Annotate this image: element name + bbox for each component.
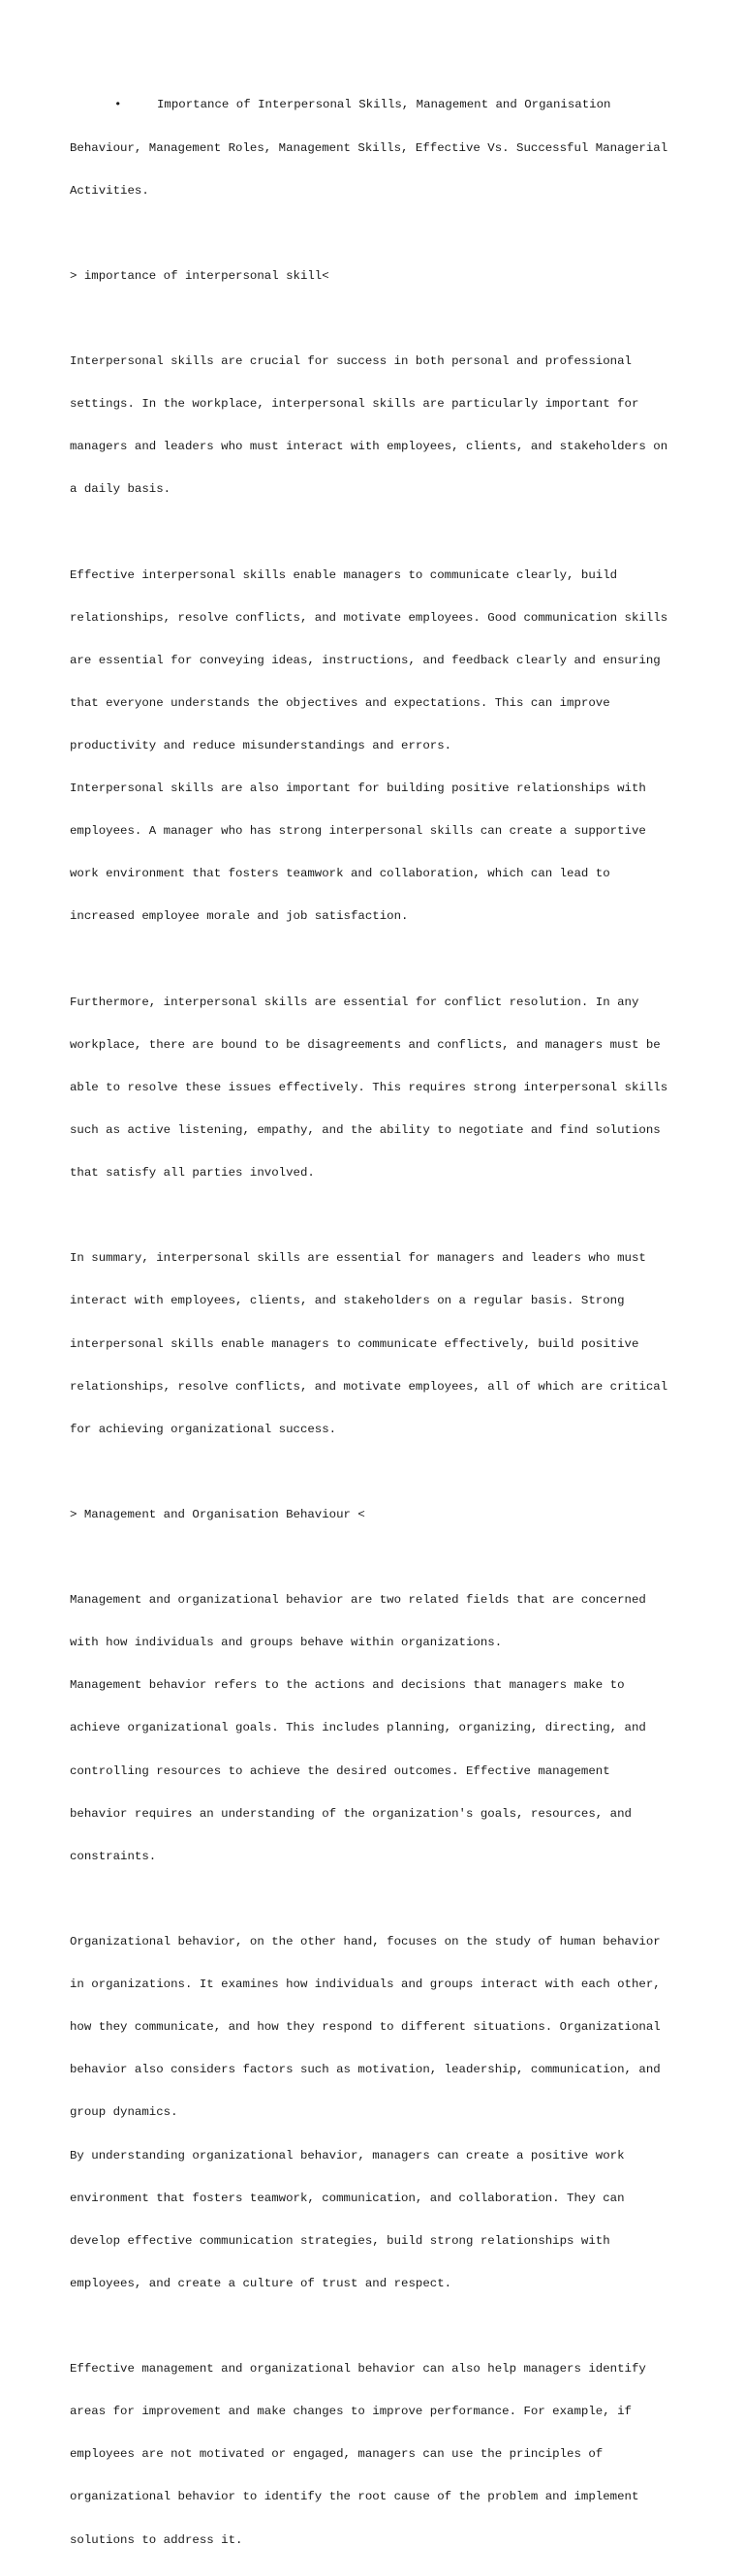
heading-line-1 <box>70 98 682 112</box>
paragraph-line: interact with employees, clients, and stakeholders on a regular basis. Strong <box>70 1294 625 1308</box>
paragraph-line: productivity and reduce misunderstandings and errors. <box>70 739 452 752</box>
paragraph-line: organizational behavior to identify the root cause of the problem and implement <box>70 2490 639 2504</box>
paragraph-line: work environment that fosters teamwork and collaboration, which can lead to <box>70 867 610 881</box>
paragraph-line: with how individuals and groups behave within organizations. <box>70 1636 503 1650</box>
paragraph-line: Interpersonal skills are crucial for success in both personal and professional <box>70 354 632 369</box>
paragraph-4 <box>70 1223 682 1465</box>
paragraph-7 <box>70 2334 682 2576</box>
paragraph-1 <box>70 326 682 526</box>
paragraph-2 <box>70 539 682 952</box>
paragraph-line: areas for improvement and make changes to improve performance. For example, if <box>70 2405 632 2419</box>
paragraph-3 <box>70 966 682 1209</box>
paragraph-line: Effective management and organizational behavior can also help managers identify <box>70 2362 646 2377</box>
bullet-icon: • <box>114 98 122 112</box>
document-heading <box>70 70 682 227</box>
paragraph-line: that everyone understands the objectives and expectations. This can improve <box>70 695 610 710</box>
paragraph-line: environment that fosters teamwork, communication, and collaboration. They can <box>70 2191 625 2205</box>
paragraph-line: behavior also considers factors such as motivation, leadership, communication, and <box>70 2063 661 2077</box>
paragraph-line: Management and organizational behavior are two related fields that are concerned <box>70 1593 646 1608</box>
paragraph-line: employees are not motivated or engaged, managers can use the principles of <box>70 2447 604 2462</box>
paragraph-line: Interpersonal skills are also important for building positive relationships with <box>70 782 646 796</box>
paragraph-line: for achieving organizational success. <box>70 1422 337 1436</box>
paragraph-line: in organizations. It examines how individuals and groups interact with each other, <box>70 1978 661 1992</box>
paragraph-line: achieve organizational goals. This includes planning, organizing, directing, and <box>70 1721 646 1735</box>
paragraph-line: behavior requires an understanding of the organization's goals, resources, and <box>70 1806 632 1821</box>
paragraph-5 <box>70 1565 682 1892</box>
paragraph-line: able to resolve these issues effectively. This requires strong interpersonal skills <box>70 1080 668 1094</box>
paragraph-line: develop effective communication strategies, build strong relationships with <box>70 2233 610 2248</box>
paragraph-line: Management behavior refers to the actions and decisions that managers make to <box>70 1678 625 1693</box>
paragraph-line: are essential for conveying ideas, instructions, and feedback clearly and ensuring <box>70 653 661 667</box>
paragraph-line: managers and leaders who must interact with employees, clients, and stakeholders on <box>70 440 668 454</box>
paragraph-6 <box>70 1907 682 2319</box>
paragraph-line: group dynamics. <box>70 2105 178 2120</box>
section-title-text: > importance of interpersonal skill< <box>70 268 329 283</box>
paragraph-line: a daily basis. <box>70 482 171 497</box>
paragraph-line: such as active listening, empathy, and the ability to negotiate and find solutions <box>70 1122 661 1137</box>
heading-line-3: Activities. <box>70 183 149 198</box>
section-title-text: > Management and Organisation Behaviour < <box>70 1507 365 1521</box>
paragraph-line: By understanding organizational behavior, managers can create a positive work <box>70 2148 625 2162</box>
paragraph-line: relationships, resolve conflicts, and motivate employees. Good communication skills <box>70 610 668 625</box>
paragraph-line: that satisfy all parties involved. <box>70 1166 315 1181</box>
paragraph-line: solutions to address it. <box>70 2532 243 2547</box>
paragraph-line: Organizational behavior, on the other hand, focuses on the study of human behavior <box>70 1934 661 1948</box>
paragraph-line: how they communicate, and how they respond to different situations. Organizational <box>70 2020 661 2035</box>
paragraph-line: interpersonal skills enable managers to communicate effectively, build positive <box>70 1336 639 1351</box>
paragraph-line: workplace, there are bound to be disagreements and conflicts, and managers must be <box>70 1037 661 1052</box>
paragraph-line: increased employee morale and job satisfaction. <box>70 909 409 924</box>
paragraph-line: constraints. <box>70 1849 157 1863</box>
paragraph-line: settings. In the workplace, interpersonal skills are particularly important for <box>70 397 639 412</box>
paragraph-line: controlling resources to achieve the desired outcomes. Effective management <box>70 1763 610 1778</box>
paragraph-line: Furthermore, interpersonal skills are essential for conflict resolution. In any <box>70 995 639 1009</box>
paragraph-line: employees, and create a culture of trust and respect. <box>70 2276 452 2290</box>
paragraph-line: In summary, interpersonal skills are essential for managers and leaders who must <box>70 1251 646 1266</box>
section-title-management <box>70 1480 682 1551</box>
section-title-interpersonal <box>70 240 682 312</box>
heading-text-1: Importance of Interpersonal Skills, Management and Organisation <box>157 98 611 112</box>
paragraph-line: Effective interpersonal skills enable managers to communicate clearly, build <box>70 567 618 582</box>
paragraph-line: employees. A manager who has strong interpersonal skills can create a supportive <box>70 824 646 839</box>
paragraph-line: relationships, resolve conflicts, and motivate employees, all of which are critical <box>70 1379 668 1394</box>
heading-line-2: Behaviour, Management Roles, Management Skills, Effective Vs. Successful Managerial <box>70 140 668 155</box>
